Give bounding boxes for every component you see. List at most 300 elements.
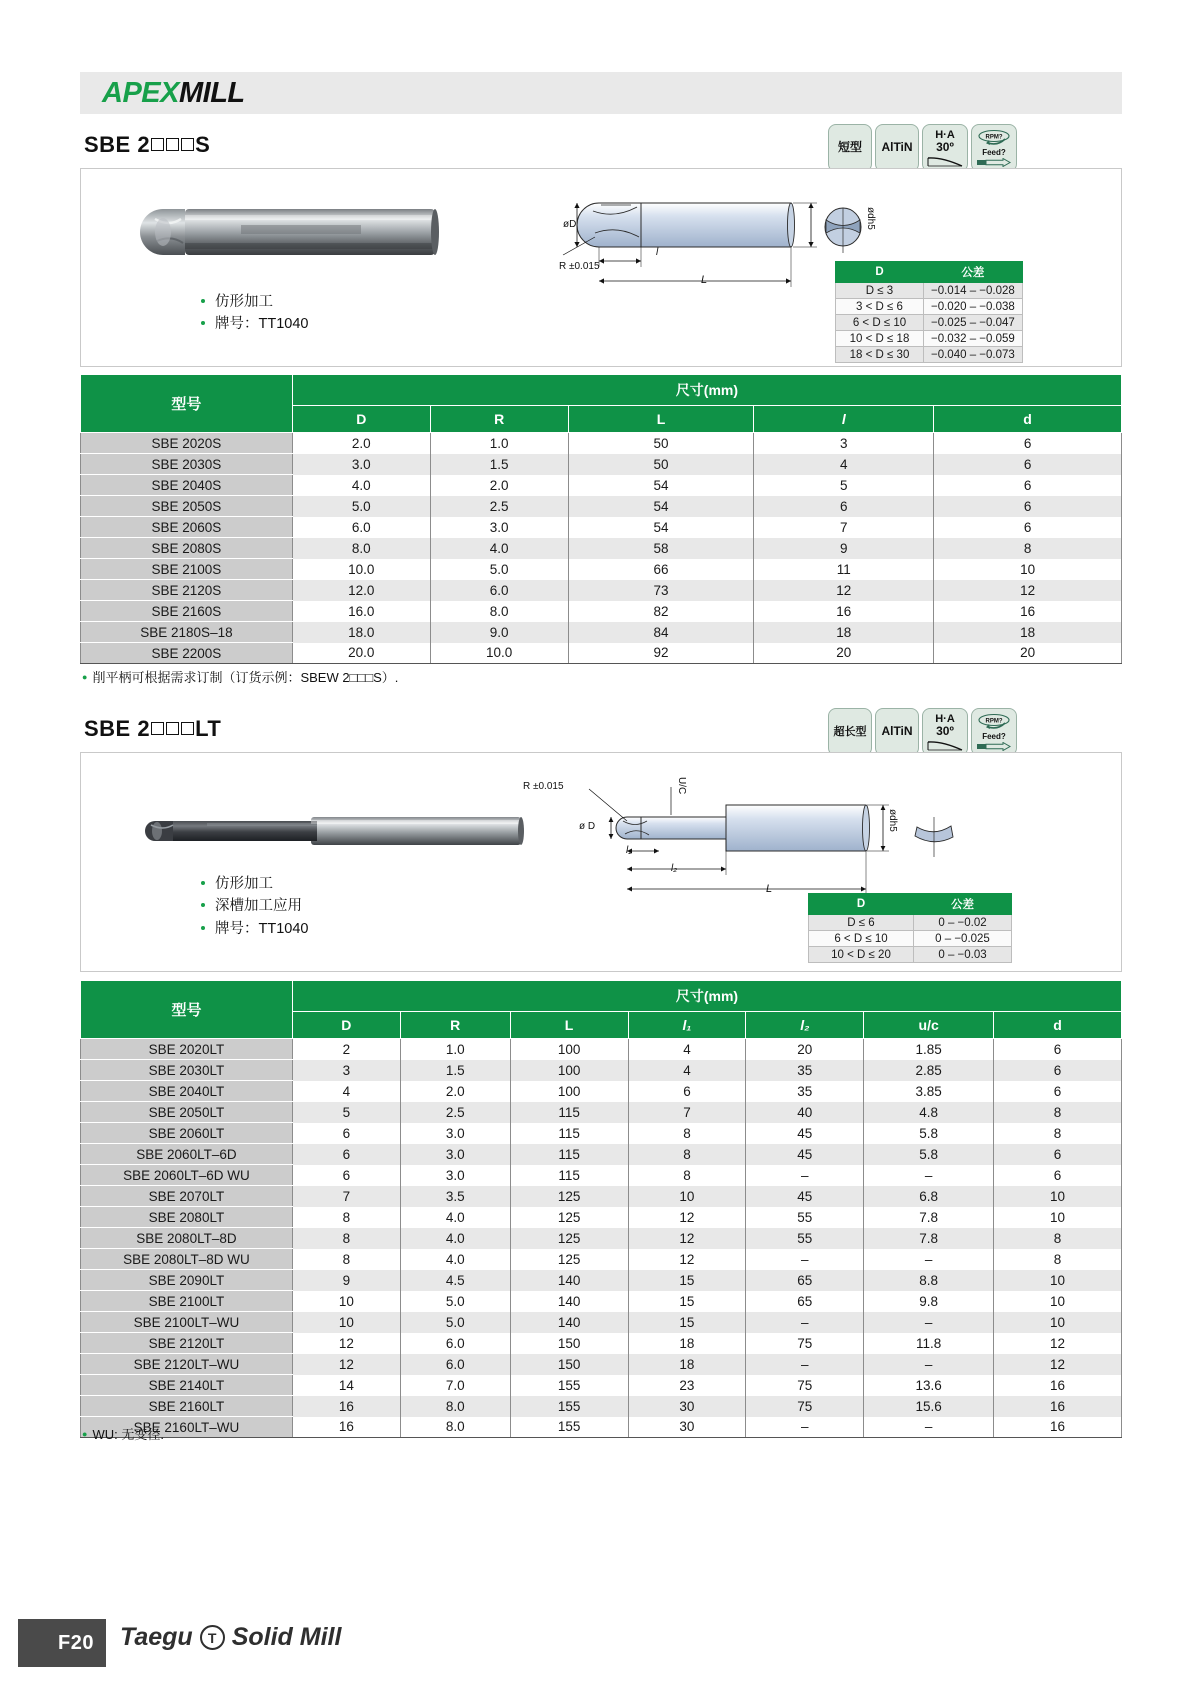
- dim-od-label: ø D: [579, 821, 596, 832]
- cell-value: 9.8: [864, 1291, 994, 1312]
- col-header-r: R: [400, 1012, 510, 1039]
- cell-value: 5: [292, 1102, 400, 1123]
- section-2-title: [84, 716, 221, 742]
- cell-value: –: [746, 1312, 864, 1333]
- cell-value: 12: [628, 1249, 746, 1270]
- cell-value: 8.8: [864, 1270, 994, 1291]
- cell-value: 10: [994, 1270, 1122, 1291]
- cell-value: 73: [568, 580, 754, 601]
- col-header-d: D: [292, 1012, 400, 1039]
- section-2-bullets: [201, 873, 308, 940]
- cell-value: 12: [628, 1228, 746, 1249]
- helix-angle-value: 30º: [936, 139, 954, 154]
- cell-value: 12: [292, 1354, 400, 1375]
- cell-value: –: [746, 1249, 864, 1270]
- cell-value: 50: [568, 433, 754, 454]
- section-1-tolerance-table: [835, 261, 1023, 363]
- col-header-l1: l₁: [628, 1012, 746, 1039]
- cell-model: SBE 2040LT: [81, 1081, 293, 1102]
- rpm-icon: [974, 129, 1014, 149]
- cell-value: 4.0: [400, 1249, 510, 1270]
- cell-value: 9: [292, 1270, 400, 1291]
- table-row: [81, 1312, 1122, 1333]
- table-row: [81, 1228, 1122, 1249]
- tolerance-value: 0 – −0.03: [914, 947, 1012, 963]
- cell-value: –: [864, 1354, 994, 1375]
- cell-model: SBE 2050S: [81, 496, 293, 517]
- cell-value: 3.0: [430, 517, 568, 538]
- bullet-item: 仿形加工: [201, 291, 308, 313]
- placeholder-square-icon: [181, 138, 194, 151]
- dim-r-label: R ±0.015: [559, 261, 600, 272]
- cell-value: –: [746, 1165, 864, 1186]
- cell-value: 140: [510, 1270, 628, 1291]
- cell-value: 4: [628, 1060, 746, 1081]
- table-row: [81, 1144, 1122, 1165]
- cell-value: 115: [510, 1102, 628, 1123]
- tolerance-value: −0.014 – −0.028: [924, 283, 1023, 299]
- cell-model: SBE 2040S: [81, 475, 293, 496]
- cell-value: 65: [746, 1270, 864, 1291]
- cell-model: SBE 2090LT: [81, 1270, 293, 1291]
- cell-value: 100: [510, 1060, 628, 1081]
- cell-value: 5.0: [292, 496, 430, 517]
- tolerance-body: [809, 915, 1012, 963]
- cell-value: 18: [934, 622, 1122, 643]
- section-1-schematic: [481, 181, 861, 311]
- cell-value: 6: [292, 1165, 400, 1186]
- cell-value: 7.0: [400, 1375, 510, 1396]
- cell-value: 100: [510, 1081, 628, 1102]
- cell-value: 12: [292, 1333, 400, 1354]
- helix-curve-icon: [926, 154, 964, 167]
- page-number: F20: [18, 1619, 106, 1667]
- section-2-title-prefix: SBE 2: [84, 716, 151, 741]
- cell-value: 11: [754, 559, 934, 580]
- cell-value: 140: [510, 1312, 628, 1333]
- cell-value: 5.8: [864, 1123, 994, 1144]
- cell-model: SBE 2140LT: [81, 1375, 293, 1396]
- cell-value: 3: [754, 433, 934, 454]
- helix-curve-icon: [926, 738, 964, 751]
- cell-value: 155: [510, 1375, 628, 1396]
- endmill-photo-long: [111, 801, 531, 861]
- dim-dh5-label: ødh5: [865, 207, 876, 230]
- cell-value: 8: [292, 1228, 400, 1249]
- bullet-item: 仿形加工: [201, 873, 308, 895]
- dim-od-label: øD: [563, 219, 577, 230]
- cell-value: 2.0: [430, 475, 568, 496]
- cell-value: 12: [628, 1207, 746, 1228]
- cell-model: SBE 2100LT: [81, 1291, 293, 1312]
- tolerance-value: −0.032 – −0.059: [924, 331, 1023, 347]
- cell-value: 84: [568, 622, 754, 643]
- col-header-uc: u/c: [864, 1012, 994, 1039]
- cell-value: 30: [628, 1417, 746, 1438]
- cell-model: SBE 2060LT–6D WU: [81, 1165, 293, 1186]
- cell-value: 20.0: [292, 643, 430, 664]
- cell-value: –: [864, 1312, 994, 1333]
- cell-value: 7.8: [864, 1228, 994, 1249]
- cell-value: 5: [754, 475, 934, 496]
- cell-value: 6: [994, 1165, 1122, 1186]
- table-row: [81, 1291, 1122, 1312]
- cell-value: 8: [292, 1207, 400, 1228]
- tolerance-value: 0 – −0.02: [914, 915, 1012, 931]
- cell-value: 12: [934, 580, 1122, 601]
- table-row: [836, 299, 1023, 315]
- cell-value: 12: [754, 580, 934, 601]
- bullet-item: 深槽加工应用: [201, 895, 308, 917]
- cell-model: SBE 2100LT–WU: [81, 1312, 293, 1333]
- endmill-photo: [123, 197, 443, 273]
- cell-value: 15: [628, 1270, 746, 1291]
- cell-value: 6: [934, 475, 1122, 496]
- table-row: [836, 283, 1023, 299]
- table-row: [81, 1270, 1122, 1291]
- cell-value: 10: [994, 1207, 1122, 1228]
- cell-value: 6: [994, 1039, 1122, 1060]
- tolerance-range: D ≤ 3: [836, 283, 924, 299]
- table-row: [81, 454, 1122, 475]
- cell-value: 115: [510, 1144, 628, 1165]
- tolerance-value: −0.025 – −0.047: [924, 315, 1023, 331]
- cell-value: 125: [510, 1228, 628, 1249]
- cell-value: 4.0: [292, 475, 430, 496]
- table-row: [81, 1354, 1122, 1375]
- cell-value: 2.85: [864, 1060, 994, 1081]
- table-row: [81, 1249, 1122, 1270]
- svg-text:RPM?: RPM?: [985, 718, 1003, 725]
- helix-angle-label: H·A: [935, 128, 955, 141]
- table-row: [81, 517, 1122, 538]
- section-1-bullets: [201, 291, 308, 336]
- cell-value: 2.0: [292, 433, 430, 454]
- table-row: [81, 475, 1122, 496]
- col-header-L: L: [510, 1012, 628, 1039]
- table-row: [809, 915, 1012, 931]
- cell-value: 1.5: [430, 454, 568, 475]
- cell-value: 4: [292, 1081, 400, 1102]
- cell-value: 100: [510, 1039, 628, 1060]
- cell-model: SBE 2020LT: [81, 1039, 293, 1060]
- table-row: [81, 433, 1122, 454]
- cell-value: 12.0: [292, 580, 430, 601]
- cell-value: 16.0: [292, 601, 430, 622]
- cell-value: 10: [994, 1186, 1122, 1207]
- cell-value: 8.0: [400, 1417, 510, 1438]
- section-1-title: [84, 132, 210, 158]
- cell-value: 2.5: [400, 1102, 510, 1123]
- cell-value: 125: [510, 1249, 628, 1270]
- cell-value: 7: [754, 517, 934, 538]
- cell-value: 8: [934, 538, 1122, 559]
- section-1-note: ● 削平柄可根据需求订制（订货示例：SBEW 2□□□S）.: [82, 667, 398, 686]
- cell-value: 18: [754, 622, 934, 643]
- tolerance-header-tol: 公差: [914, 894, 1012, 915]
- cell-value: 13.6: [864, 1375, 994, 1396]
- table-row: [836, 315, 1023, 331]
- dim-L-label: L: [766, 883, 773, 895]
- tolerance-value: 0 – −0.025: [914, 931, 1012, 947]
- apexmill-logo: [102, 77, 245, 110]
- cell-value: 35: [746, 1060, 864, 1081]
- cell-value: 54: [568, 496, 754, 517]
- cell-value: 15: [628, 1291, 746, 1312]
- cell-value: 1.5: [400, 1060, 510, 1081]
- cell-value: 10: [292, 1312, 400, 1333]
- cell-value: –: [746, 1354, 864, 1375]
- cell-value: 3.0: [400, 1165, 510, 1186]
- cell-value: 6.0: [400, 1354, 510, 1375]
- cell-value: 3.85: [864, 1081, 994, 1102]
- col-header-dshank: d: [994, 1012, 1122, 1039]
- table-row: [81, 1039, 1122, 1060]
- tolerance-range: 6 < D ≤ 10: [809, 931, 914, 947]
- cell-value: 8: [994, 1123, 1122, 1144]
- coating-badge: [875, 124, 919, 172]
- front-view-icon: [816, 203, 870, 255]
- cell-model: SBE 2060LT: [81, 1123, 293, 1144]
- cell-value: 1.85: [864, 1039, 994, 1060]
- cell-value: –: [864, 1165, 994, 1186]
- logo-mill-text: MILL: [178, 76, 245, 109]
- cell-value: 4: [628, 1039, 746, 1060]
- table-row: [81, 1207, 1122, 1228]
- cell-value: 92: [568, 643, 754, 664]
- table-row: [836, 331, 1023, 347]
- cell-model: SBE 2030LT: [81, 1060, 293, 1081]
- cell-model: SBE 2120LT: [81, 1333, 293, 1354]
- table-row: [81, 580, 1122, 601]
- tolerance-range: D ≤ 6: [809, 915, 914, 931]
- tolerance-range: 10 < D ≤ 20: [809, 947, 914, 963]
- cell-value: 1.0: [400, 1039, 510, 1060]
- cell-value: 10: [934, 559, 1122, 580]
- cell-value: 55: [746, 1228, 864, 1249]
- cell-value: 1.0: [430, 433, 568, 454]
- cell-value: 115: [510, 1123, 628, 1144]
- cell-value: 54: [568, 517, 754, 538]
- placeholder-square-icon: [151, 138, 164, 151]
- type-badge: [828, 124, 872, 172]
- section-1-table-body: [81, 433, 1122, 664]
- cell-value: 8: [628, 1123, 746, 1144]
- cell-value: –: [746, 1417, 864, 1438]
- cell-value: 6: [754, 496, 934, 517]
- cell-value: 8.0: [292, 538, 430, 559]
- cell-value: 18: [628, 1333, 746, 1354]
- col-header-model: 型号: [81, 375, 293, 433]
- cell-value: 9.0: [430, 622, 568, 643]
- tolerance-range: 6 < D ≤ 10: [836, 315, 924, 331]
- col-header-group: 尺寸(mm): [292, 981, 1121, 1012]
- cell-value: 58: [568, 538, 754, 559]
- cell-value: 2: [292, 1039, 400, 1060]
- cell-model: SBE 2060LT–6D: [81, 1144, 293, 1165]
- cell-value: 6: [934, 433, 1122, 454]
- cell-value: 6: [934, 517, 1122, 538]
- type-badge: [828, 708, 872, 756]
- cell-value: 18.0: [292, 622, 430, 643]
- rpm-feed-badge: [971, 708, 1017, 756]
- cell-value: 55: [746, 1207, 864, 1228]
- cell-value: 115: [510, 1165, 628, 1186]
- section-2-data-table: [80, 980, 1122, 1438]
- helix-angle-badge: [922, 708, 968, 756]
- cell-value: 8: [994, 1249, 1122, 1270]
- bullet-item: 牌号：TT1040: [201, 313, 308, 335]
- cell-value: 30: [628, 1396, 746, 1417]
- helix-angle-badge: [922, 124, 968, 172]
- cell-value: 4.5: [400, 1270, 510, 1291]
- helix-angle-value: 30º: [936, 723, 954, 738]
- cell-model: SBE 2160S: [81, 601, 293, 622]
- cell-value: 10: [292, 1291, 400, 1312]
- col-header-l: l: [754, 406, 934, 433]
- section-2-note-text: WU: 无变径.: [92, 1427, 164, 1442]
- dim-dh5-label: ødh5: [887, 809, 898, 832]
- cell-value: 40: [746, 1102, 864, 1123]
- cell-value: 75: [746, 1396, 864, 1417]
- cell-value: 66: [568, 559, 754, 580]
- logo-apex-text: APEX: [102, 76, 179, 109]
- cell-value: 50: [568, 454, 754, 475]
- col-header-d: D: [292, 406, 430, 433]
- cell-value: 9: [754, 538, 934, 559]
- cell-value: 7.8: [864, 1207, 994, 1228]
- table-row: [81, 538, 1122, 559]
- cell-model: SBE 2120S: [81, 580, 293, 601]
- cell-value: 75: [746, 1333, 864, 1354]
- tolerance-header-tol: 公差: [924, 262, 1023, 283]
- cell-value: 3.0: [292, 454, 430, 475]
- cell-value: 4.0: [400, 1207, 510, 1228]
- cell-model: SBE 2100S: [81, 559, 293, 580]
- cell-value: 3.5: [400, 1186, 510, 1207]
- dim-r-label: R ±0.015: [523, 781, 564, 792]
- cell-value: 5.8: [864, 1144, 994, 1165]
- table-row: [81, 496, 1122, 517]
- cell-value: 3.0: [400, 1144, 510, 1165]
- cell-value: 125: [510, 1186, 628, 1207]
- dim-l-small-label: l: [656, 247, 659, 258]
- coating-badge-label: AlTiN: [881, 140, 913, 155]
- cell-value: 4.0: [400, 1228, 510, 1249]
- cell-value: 75: [746, 1375, 864, 1396]
- section-2-note: [82, 1424, 164, 1443]
- rpm-icon: [974, 713, 1014, 733]
- cell-value: 10: [994, 1312, 1122, 1333]
- cell-value: 16: [934, 601, 1122, 622]
- cell-value: 54: [568, 475, 754, 496]
- table-row: [81, 1333, 1122, 1354]
- cell-value: 11.8: [864, 1333, 994, 1354]
- cell-value: 10: [994, 1291, 1122, 1312]
- cell-model: SBE 2070LT: [81, 1186, 293, 1207]
- cell-value: 20: [934, 643, 1122, 664]
- coating-badge-label: AlTiN: [881, 724, 913, 739]
- type-badge-label: 短型: [837, 140, 862, 155]
- cell-model: SBE 2020S: [81, 433, 293, 454]
- cell-value: 5.0: [400, 1312, 510, 1333]
- feed-label: Feed?: [982, 148, 1006, 158]
- cell-value: 6: [994, 1144, 1122, 1165]
- cell-value: 3.0: [400, 1123, 510, 1144]
- section-1-title-suffix: S: [195, 132, 211, 157]
- cell-value: 4: [754, 454, 934, 475]
- cell-value: 6: [934, 496, 1122, 517]
- type-badge-label: 超长型: [833, 725, 867, 738]
- table-row: [81, 1081, 1122, 1102]
- cell-value: 45: [746, 1144, 864, 1165]
- placeholder-square-icon: [151, 722, 164, 735]
- cell-model: SBE 2160LT–WU: [81, 1417, 293, 1438]
- cell-model: SBE 2080LT: [81, 1207, 293, 1228]
- cell-value: 8: [994, 1228, 1122, 1249]
- cell-value: 14: [292, 1375, 400, 1396]
- cell-value: 8: [628, 1144, 746, 1165]
- trademark-icon: T: [200, 1625, 225, 1650]
- cell-value: 16: [994, 1417, 1122, 1438]
- dim-l2-label: l₂: [671, 863, 678, 874]
- coating-badge: [875, 708, 919, 756]
- footer-brand-name: Taegu: [120, 1623, 193, 1651]
- cell-value: 18: [628, 1354, 746, 1375]
- cell-value: 15.6: [864, 1396, 994, 1417]
- cell-model: SBE 2060S: [81, 517, 293, 538]
- cell-value: 7: [292, 1186, 400, 1207]
- cell-value: 6.0: [292, 517, 430, 538]
- svg-text:RPM?: RPM?: [985, 134, 1003, 141]
- table-row: [81, 1060, 1122, 1081]
- table-row: [81, 601, 1122, 622]
- cell-value: 150: [510, 1333, 628, 1354]
- table-row: [81, 1186, 1122, 1207]
- section-1-title-prefix: SBE 2: [84, 132, 151, 157]
- cell-value: 5.0: [430, 559, 568, 580]
- page-footer: [0, 1605, 1200, 1683]
- table-row: [836, 347, 1023, 363]
- col-header-model: 型号: [81, 981, 293, 1039]
- cell-value: 6: [934, 454, 1122, 475]
- cell-model: SBE 2080LT–8D WU: [81, 1249, 293, 1270]
- table-row: [81, 1165, 1122, 1186]
- front-view-icon: [909, 813, 959, 861]
- cell-value: 20: [754, 643, 934, 664]
- table-row: [809, 931, 1012, 947]
- tolerance-range: 10 < D ≤ 18: [836, 331, 924, 347]
- table-row: [81, 1396, 1122, 1417]
- table-row: [81, 643, 1122, 664]
- cell-value: 2.0: [400, 1081, 510, 1102]
- cell-value: 20: [746, 1039, 864, 1060]
- rpm-feed-badge: [971, 124, 1017, 172]
- cell-value: 6.0: [400, 1333, 510, 1354]
- helix-angle-label: H·A: [935, 712, 955, 725]
- placeholder-square-icon: [181, 722, 194, 735]
- cell-value: 8.0: [430, 601, 568, 622]
- cell-value: 8: [994, 1102, 1122, 1123]
- placeholder-square-icon: [166, 722, 179, 735]
- footer-brand-name2: Solid Mill: [231, 1623, 342, 1651]
- cell-model: SBE 2050LT: [81, 1102, 293, 1123]
- cell-value: 12: [994, 1354, 1122, 1375]
- cell-value: 140: [510, 1291, 628, 1312]
- cell-value: 16: [754, 601, 934, 622]
- section-2-title-suffix: LT: [195, 716, 222, 741]
- col-header-r: R: [430, 406, 568, 433]
